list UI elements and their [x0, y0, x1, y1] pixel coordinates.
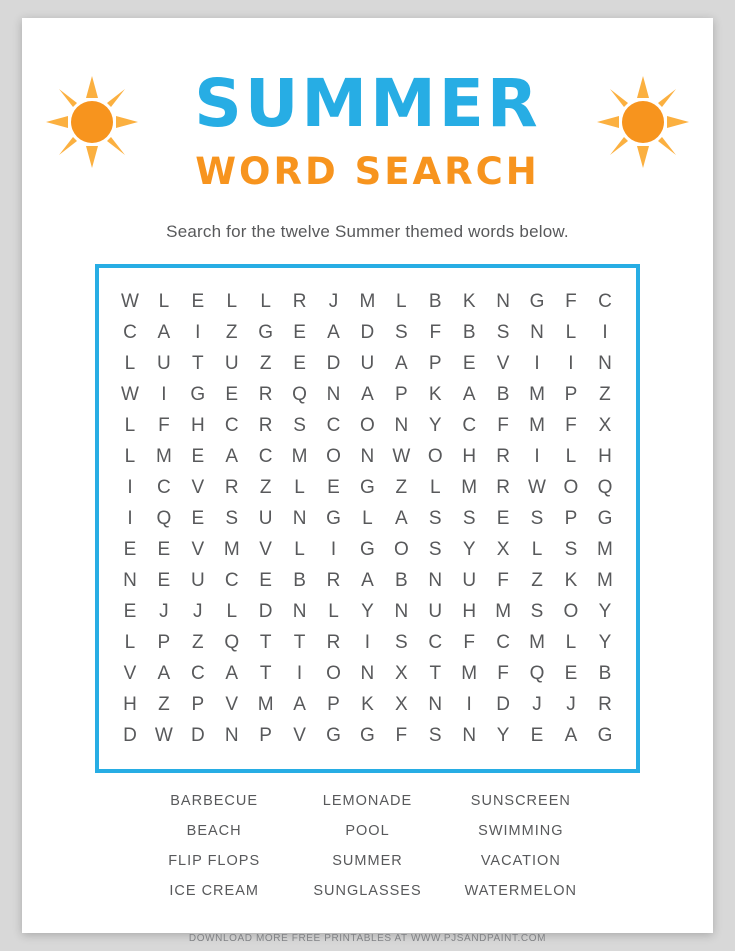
grid-cell[interactable]: L — [531, 538, 543, 560]
grid-cell[interactable]: W — [154, 724, 173, 746]
grid-cell[interactable]: C — [157, 476, 171, 498]
grid-cell[interactable]: L — [396, 290, 407, 312]
grid-cell[interactable]: Q — [224, 631, 240, 653]
grid-cell[interactable]: Q — [292, 383, 307, 405]
footer-text: DOWNLOAD MORE FREE PRINTABLES AT WWW.PJSANDPAINT.COM — [188, 933, 547, 944]
grid-cell[interactable]: G — [597, 724, 613, 746]
grid-cell[interactable]: F — [463, 631, 475, 653]
grid-cell[interactable]: C — [258, 445, 273, 467]
grid-cell[interactable]: H — [462, 600, 477, 622]
grid-cell[interactable]: O — [326, 662, 341, 684]
page-title: SUMMER — [194, 65, 541, 142]
word-list — [138, 793, 598, 899]
grid-cell[interactable]: S — [462, 507, 476, 529]
grid-cell[interactable]: J — [193, 600, 203, 622]
grid-row — [113, 472, 622, 503]
grid-cell[interactable]: U — [360, 352, 375, 374]
grid-cell[interactable]: N — [326, 383, 341, 405]
grid-cell[interactable]: Z — [192, 631, 204, 653]
grid-cell[interactable]: A — [327, 321, 340, 343]
sun-icon — [597, 76, 689, 168]
grid-cell[interactable]: M — [223, 538, 240, 560]
grid-cell[interactable]: A — [225, 445, 239, 467]
grid-cell[interactable]: X — [394, 662, 408, 684]
grid-cell[interactable]: C — [496, 631, 510, 653]
grid-cell[interactable]: M — [495, 600, 512, 622]
grid-cell[interactable]: N — [428, 569, 443, 591]
word-list-item: ICE CREAM — [169, 883, 259, 899]
grid-cell[interactable]: F — [565, 290, 577, 312]
grid-cell[interactable]: E — [225, 383, 239, 405]
grid-cell[interactable]: B — [394, 569, 408, 591]
grid-cell[interactable]: M — [529, 383, 545, 405]
grid-cell[interactable]: M — [461, 662, 478, 684]
grid-cell[interactable]: X — [496, 538, 510, 560]
grid-cell[interactable]: C — [462, 414, 477, 436]
grid-cell[interactable]: K — [462, 290, 476, 312]
word-list-item: BEACH — [186, 823, 242, 839]
grid-cell[interactable]: E — [123, 538, 137, 560]
grid-cell[interactable]: Q — [597, 476, 613, 498]
grid-cell[interactable]: N — [292, 507, 307, 529]
grid-cell[interactable]: I — [296, 662, 303, 684]
grid-cell[interactable]: U — [428, 600, 443, 622]
grid-cell[interactable]: L — [328, 600, 339, 622]
grid-cell[interactable]: E — [157, 569, 171, 591]
grid-cell[interactable]: C — [598, 290, 612, 312]
grid-cell[interactable]: L — [565, 445, 577, 467]
grid-cell[interactable]: L — [226, 290, 238, 312]
grid-row — [113, 565, 622, 596]
word-list-item: VACATION — [480, 853, 561, 869]
grid-cell[interactable]: L — [260, 290, 271, 312]
word-search-grid — [95, 264, 640, 773]
grid-cell[interactable]: E — [123, 600, 137, 622]
grid-cell[interactable]: R — [496, 445, 510, 467]
worksheet-page — [22, 18, 713, 944]
grid-cell[interactable]: Z — [395, 476, 408, 498]
grid-cell[interactable]: E — [462, 352, 476, 374]
grid-cell[interactable]: P — [327, 693, 340, 715]
grid-cell[interactable]: C — [428, 631, 443, 653]
grid-cell[interactable]: Y — [428, 414, 442, 436]
grid-cell[interactable]: P — [564, 383, 578, 405]
grid-cell[interactable]: Z — [158, 693, 170, 715]
grid-row — [113, 503, 622, 534]
grid-cell[interactable]: H — [598, 445, 612, 467]
grid-row — [113, 658, 622, 689]
grid-cell[interactable]: H — [462, 445, 477, 467]
header — [22, 18, 713, 193]
grid-cell[interactable]: D — [496, 693, 510, 715]
grid-cell[interactable]: Q — [156, 507, 172, 529]
grid-cell[interactable]: A — [293, 693, 306, 715]
word-list-item: SUMMER — [332, 853, 403, 869]
grid-cell[interactable]: E — [157, 538, 171, 560]
grid-cell[interactable]: M — [155, 445, 172, 467]
grid-cell[interactable]: R — [224, 476, 239, 498]
word-list-item: LEMONADE — [322, 793, 413, 809]
grid-cell[interactable]: Y — [361, 600, 374, 622]
grid-cell[interactable]: L — [226, 600, 238, 622]
grid-cell[interactable]: I — [161, 383, 167, 405]
grid-cell[interactable]: T — [293, 631, 306, 653]
word-list-item: WATERMELON — [464, 883, 577, 899]
grid-cell[interactable]: L — [124, 352, 136, 374]
grid-cell[interactable]: M — [257, 693, 274, 715]
grid-cell[interactable]: I — [534, 445, 540, 467]
grid-cell[interactable]: E — [191, 445, 205, 467]
grid-cell[interactable]: I — [534, 352, 540, 374]
grid-cell[interactable]: R — [496, 476, 510, 498]
grid-cell[interactable]: V — [191, 538, 205, 560]
grid-row — [113, 286, 622, 317]
grid-cell[interactable]: U — [258, 507, 273, 529]
grid-cell[interactable]: D — [326, 352, 341, 374]
grid-row — [113, 441, 622, 472]
grid-cell[interactable]: N — [394, 600, 409, 622]
grid-cell[interactable]: D — [258, 600, 273, 622]
grid-cell[interactable]: I — [127, 507, 133, 529]
grid-cell[interactable]: K — [564, 569, 578, 591]
page-subtitle: WORD SEARCH — [195, 150, 540, 193]
grid-cell[interactable]: S — [530, 600, 544, 622]
grid-cell[interactable]: L — [362, 507, 373, 529]
grid-cell[interactable]: G — [597, 507, 613, 529]
grid-cell[interactable]: L — [158, 290, 170, 312]
grid-cell[interactable]: L — [429, 476, 441, 498]
grid-cell[interactable]: S — [496, 321, 510, 343]
grid-cell[interactable]: X — [598, 414, 612, 436]
grid-row — [113, 689, 622, 720]
grid-cell[interactable]: V — [496, 352, 510, 374]
grid-cell[interactable]: A — [564, 724, 578, 746]
grid-cell[interactable]: L — [294, 538, 305, 560]
grid-row — [113, 720, 622, 751]
grid-cell[interactable]: E — [191, 290, 205, 312]
grid-cell[interactable]: U — [224, 352, 239, 374]
grid-cell[interactable]: O — [360, 414, 375, 436]
grid-cell[interactable]: K — [361, 693, 374, 715]
grid-cell[interactable]: D — [190, 724, 205, 746]
word-list-item: SWIMMING — [478, 823, 564, 839]
grid-cell[interactable]: G — [190, 383, 206, 405]
grid-cell[interactable]: C — [224, 569, 239, 591]
grid-cell[interactable]: V — [191, 476, 205, 498]
grid-cell[interactable]: A — [157, 321, 171, 343]
grid-cell[interactable]: N — [462, 724, 477, 746]
word-list-item: POOL — [345, 823, 390, 839]
grid-cell[interactable]: G — [360, 538, 375, 560]
grid-cell[interactable]: E — [530, 724, 544, 746]
grid-cell[interactable]: F — [395, 724, 408, 746]
grid-cell[interactable]: S — [530, 507, 544, 529]
grid-cell[interactable]: G — [529, 290, 545, 312]
grid-cell[interactable]: N — [394, 414, 409, 436]
grid-cell[interactable]: A — [394, 352, 408, 374]
grid-cell[interactable]: G — [360, 724, 375, 746]
grid-row — [113, 379, 622, 410]
grid-cell[interactable]: M — [461, 476, 478, 498]
grid-cell[interactable]: L — [124, 414, 136, 436]
grid-cell[interactable]: J — [532, 693, 542, 715]
grid-cell[interactable]: S — [564, 538, 578, 560]
grid-cell[interactable]: D — [360, 321, 375, 343]
grid-cell[interactable]: Z — [259, 352, 272, 374]
grid-cell[interactable]: E — [564, 662, 578, 684]
grid-cell[interactable]: W — [120, 290, 139, 312]
grid-cell[interactable]: R — [292, 290, 307, 312]
grid-cell[interactable]: G — [326, 724, 341, 746]
grid-cell[interactable]: Q — [529, 662, 545, 684]
grid-cell[interactable]: S — [428, 724, 442, 746]
grid-cell[interactable]: N — [292, 600, 307, 622]
grid-row — [113, 627, 622, 658]
grid-cell[interactable]: O — [427, 445, 443, 467]
grid-cell[interactable]: O — [393, 538, 409, 560]
grid-cell[interactable]: M — [359, 290, 376, 312]
grid-cell[interactable]: J — [328, 290, 339, 312]
grid-cell[interactable]: N — [123, 569, 137, 591]
grid-cell[interactable]: W — [528, 476, 546, 498]
grid-cell[interactable]: E — [191, 507, 205, 529]
grid-cell[interactable]: I — [364, 631, 371, 653]
grid-cell[interactable]: U — [190, 569, 205, 591]
grid-cell[interactable]: N — [428, 693, 443, 715]
grid-cell[interactable]: M — [597, 538, 613, 560]
grid-cell[interactable]: Z — [225, 321, 238, 343]
grid-cell[interactable]: K — [428, 383, 442, 405]
grid-cell[interactable]: J — [566, 693, 576, 715]
grid-cell[interactable]: L — [124, 445, 136, 467]
grid-cell[interactable]: V — [225, 693, 239, 715]
grid-cell[interactable]: L — [565, 321, 577, 343]
letter-grid-table — [113, 286, 622, 751]
grid-cell[interactable]: I — [602, 321, 608, 343]
grid-cell[interactable]: O — [326, 445, 341, 467]
grid-cell[interactable]: Y — [598, 600, 612, 622]
grid-cell[interactable]: N — [496, 290, 510, 312]
grid-cell[interactable]: W — [392, 445, 411, 467]
sun-icon — [46, 76, 138, 168]
grid-row — [113, 410, 622, 441]
grid-cell[interactable]: B — [598, 662, 612, 684]
grid-cell[interactable]: A — [361, 569, 374, 591]
word-list-item: BARBECUE — [170, 793, 259, 809]
grid-cell[interactable]: P — [157, 631, 171, 653]
grid-cell[interactable]: R — [326, 631, 341, 653]
grid-cell[interactable]: M — [291, 445, 308, 467]
grid-cell[interactable]: R — [258, 414, 273, 436]
grid-cell[interactable]: U — [157, 352, 171, 374]
grid-cell[interactable]: X — [394, 693, 408, 715]
grid-cell[interactable]: R — [258, 383, 273, 405]
grid-cell[interactable]: E — [259, 569, 272, 591]
grid-row — [113, 534, 622, 565]
grid-cell[interactable]: V — [123, 662, 137, 684]
grid-cell[interactable]: I — [195, 321, 201, 343]
grid-cell[interactable]: I — [330, 538, 337, 560]
grid-cell[interactable]: E — [293, 352, 306, 374]
grid-cell[interactable]: S — [293, 414, 306, 436]
grid-cell[interactable]: J — [159, 600, 169, 622]
grid-cell[interactable]: S — [428, 507, 442, 529]
grid-cell[interactable]: A — [225, 662, 239, 684]
instructions-text: Search for the twelve Summer themed words below. — [166, 222, 569, 241]
grid-cell[interactable]: Z — [531, 569, 543, 591]
grid-cell[interactable]: H — [123, 693, 137, 715]
grid-cell[interactable]: P — [564, 507, 578, 529]
grid-cell[interactable]: W — [120, 383, 139, 405]
grid-cell[interactable]: L — [294, 476, 305, 498]
word-list-item: SUNSCREEN — [470, 793, 571, 809]
word-list-item: SUNGLASSES — [313, 883, 422, 899]
grid-cell[interactable]: D — [123, 724, 137, 746]
grid-cell[interactable]: M — [529, 631, 545, 653]
grid-cell[interactable]: B — [462, 321, 476, 343]
grid-cell[interactable]: A — [394, 507, 408, 529]
grid-cell[interactable]: P — [191, 693, 205, 715]
grid-cell[interactable]: P — [259, 724, 272, 746]
grid-cell[interactable]: N — [598, 352, 612, 374]
grid-cell[interactable]: F — [497, 569, 509, 591]
grid-cell[interactable]: A — [157, 662, 171, 684]
grid-cell[interactable]: C — [326, 414, 341, 436]
grid-cell[interactable]: Z — [599, 383, 611, 405]
grid-cell[interactable]: Y — [462, 538, 476, 560]
grid-cell[interactable]: T — [429, 662, 442, 684]
grid-cell[interactable]: C — [224, 414, 239, 436]
grid-cell[interactable]: R — [598, 693, 612, 715]
grid-cell[interactable]: U — [462, 569, 477, 591]
grid-cell[interactable]: G — [326, 507, 341, 529]
grid-cell[interactable]: P — [394, 383, 408, 405]
grid-cell[interactable]: H — [190, 414, 205, 436]
grid-cell[interactable]: V — [293, 724, 306, 746]
grid-cell[interactable]: T — [259, 662, 272, 684]
grid-cell[interactable]: Z — [259, 476, 272, 498]
word-list-item: FLIP FLOPS — [168, 853, 261, 869]
grid-cell[interactable]: C — [190, 662, 205, 684]
grid-cell[interactable]: F — [497, 662, 509, 684]
grid-cell[interactable]: N — [224, 724, 239, 746]
grid-cell[interactable]: T — [259, 631, 272, 653]
grid-cell[interactable]: R — [326, 569, 341, 591]
grid-cell[interactable]: S — [394, 631, 408, 653]
grid-cell[interactable]: S — [225, 507, 239, 529]
grid-cell[interactable]: T — [192, 352, 204, 374]
grid-cell[interactable]: B — [293, 569, 306, 591]
grid-cell[interactable]: M — [597, 569, 613, 591]
grid-cell[interactable]: M — [529, 414, 545, 436]
grid-cell[interactable]: G — [258, 321, 274, 343]
grid-cell[interactable]: E — [496, 507, 510, 529]
grid-cell[interactable]: P — [428, 352, 442, 374]
grid-cell[interactable]: N — [360, 445, 375, 467]
grid-cell[interactable]: F — [158, 414, 170, 436]
grid-cell[interactable]: I — [568, 352, 574, 374]
grid-cell[interactable]: Y — [496, 724, 510, 746]
grid-cell[interactable]: B — [428, 290, 442, 312]
grid-cell[interactable]: B — [496, 383, 510, 405]
grid-cell[interactable]: V — [259, 538, 272, 560]
grid-cell[interactable]: S — [428, 538, 442, 560]
grid-cell[interactable]: N — [530, 321, 544, 343]
grid-cell[interactable]: E — [293, 321, 306, 343]
grid-cell[interactable]: A — [462, 383, 476, 405]
grid-cell[interactable]: F — [429, 321, 442, 343]
grid-cell[interactable]: G — [360, 476, 375, 498]
grid-cell[interactable]: I — [127, 476, 133, 498]
grid-cell[interactable]: N — [360, 662, 375, 684]
grid-cell[interactable]: O — [563, 476, 579, 498]
grid-cell[interactable]: I — [466, 693, 472, 715]
grid-cell[interactable]: L — [124, 631, 136, 653]
grid-cell[interactable]: S — [394, 321, 408, 343]
grid-cell[interactable]: F — [565, 414, 577, 436]
grid-cell[interactable]: Y — [598, 631, 612, 653]
grid-cell[interactable]: L — [565, 631, 577, 653]
grid-row — [113, 348, 622, 379]
grid-cell[interactable]: A — [361, 383, 374, 405]
grid-cell[interactable]: E — [327, 476, 340, 498]
grid-row — [113, 317, 622, 348]
grid-cell[interactable]: O — [563, 600, 579, 622]
grid-cell[interactable]: F — [497, 414, 509, 436]
grid-cell[interactable]: C — [123, 321, 137, 343]
grid-row — [113, 596, 622, 627]
